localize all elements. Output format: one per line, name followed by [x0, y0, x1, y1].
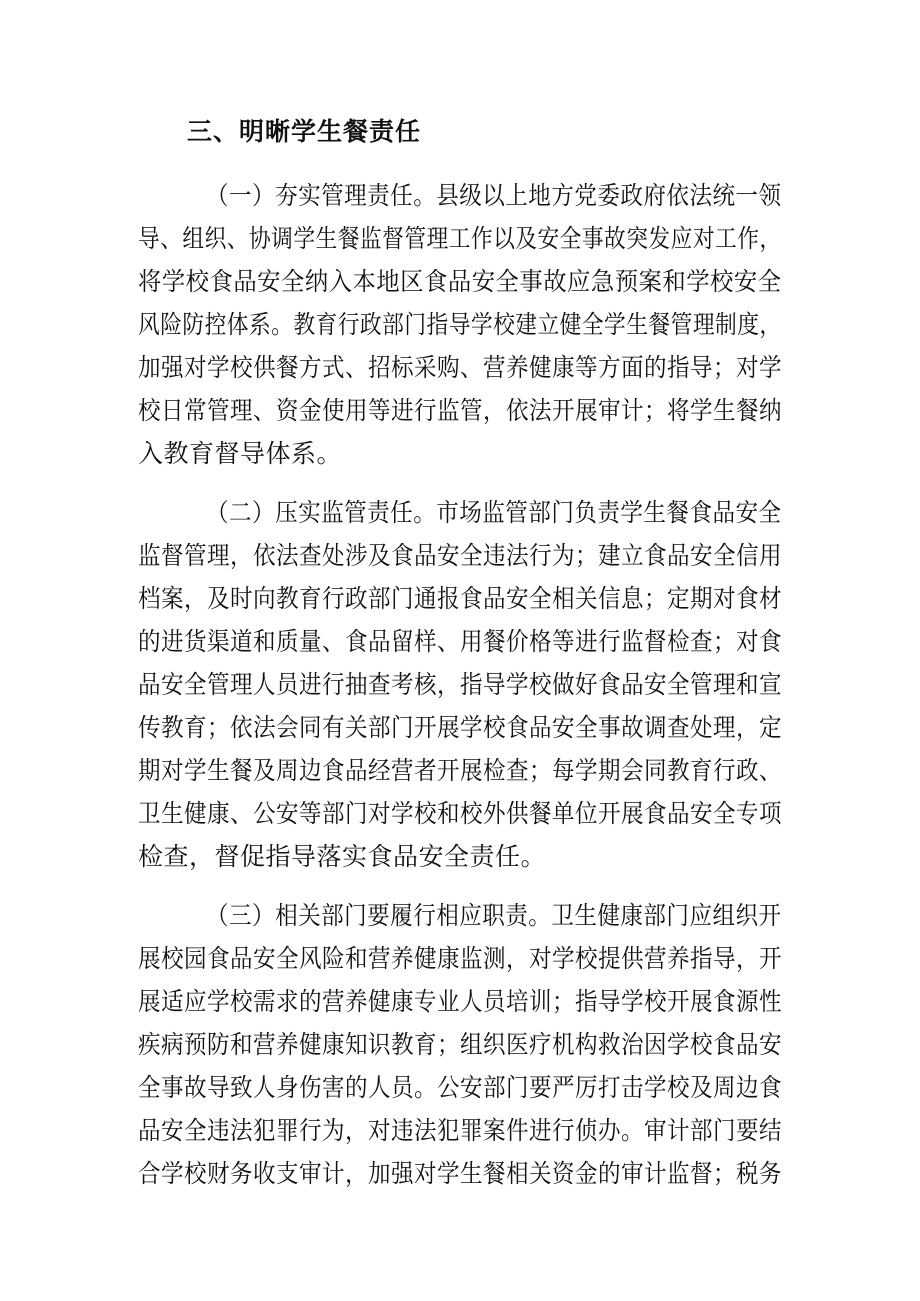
- text-line: 的进货渠道和质量、食品留样、用餐价格等进行监督检查；对食: [138, 627, 783, 656]
- text-line: 疾病预防和营养健康知识教育；组织医疗机构救治因学校食品安: [138, 1030, 783, 1059]
- text-line: 加强对学校供餐方式、招标采购、营养健康等方面的指导；对学: [138, 353, 783, 382]
- text-line: （三）相关部门要履行相应职责。卫生健康部门应组织开: [206, 901, 782, 930]
- text-line: 监督管理，依法查处涉及食品安全违法行为；建立食品安全信用: [138, 541, 783, 570]
- text-line: 品安全管理人员进行抽查考核，指导学校做好食品安全管理和宣: [138, 670, 783, 699]
- text-line: 品安全违法犯罪行为，对违法犯罪案件进行侦办。审计部门要结: [138, 1116, 783, 1145]
- text-line: 传教育；依法会同有关部门开展学校食品安全事故调查处理，定: [138, 713, 783, 742]
- text-line: （一）夯实管理责任。县级以上地方党委政府依法统一领: [206, 181, 782, 210]
- text-line: 期对学生餐及周边食品经营者开展检查；每学期会同教育行政、: [138, 756, 783, 785]
- section-heading: 三、明晰学生餐责任: [187, 117, 422, 146]
- text-line: 卫生健康、公安等部门对学校和校外供餐单位开展食品安全专项: [138, 799, 783, 828]
- text-line: 将学校食品安全纳入本地区食品安全事故应急预案和学校安全: [138, 267, 782, 296]
- text-line: 风险防控体系。教育行政部门指导学校建立健全学生餐管理制度，: [138, 310, 782, 339]
- text-line: 导、组织、协调学生餐监督管理工作以及安全事故突发应对工作，: [138, 224, 782, 253]
- text-line: 全事故导致人身伤害的人员。公安部门要严厉打击学校及周边食: [138, 1073, 783, 1102]
- text-line: （二）压实监管责任。市场监管部门负责学生餐食品安全: [206, 498, 782, 527]
- text-line: 档案，及时向教育行政部门通报食品安全相关信息；定期对食材: [138, 584, 783, 613]
- text-line: 展校园食品安全风险和营养健康监测，对学校提供营养指导，开: [138, 944, 783, 973]
- text-line: 检查，督促指导落实食品安全责任。: [138, 842, 547, 871]
- text-line: 合学校财务收支审计，加强对学生餐相关资金的审计监督；税务: [138, 1159, 783, 1188]
- text-line: 入教育督导体系。: [138, 439, 343, 468]
- text-line: 展适应学校需求的营养健康专业人员培训；指导学校开展食源性: [138, 987, 783, 1016]
- text-line: 校日常管理、资金使用等进行监管，依法开展审计；将学生餐纳: [138, 396, 783, 425]
